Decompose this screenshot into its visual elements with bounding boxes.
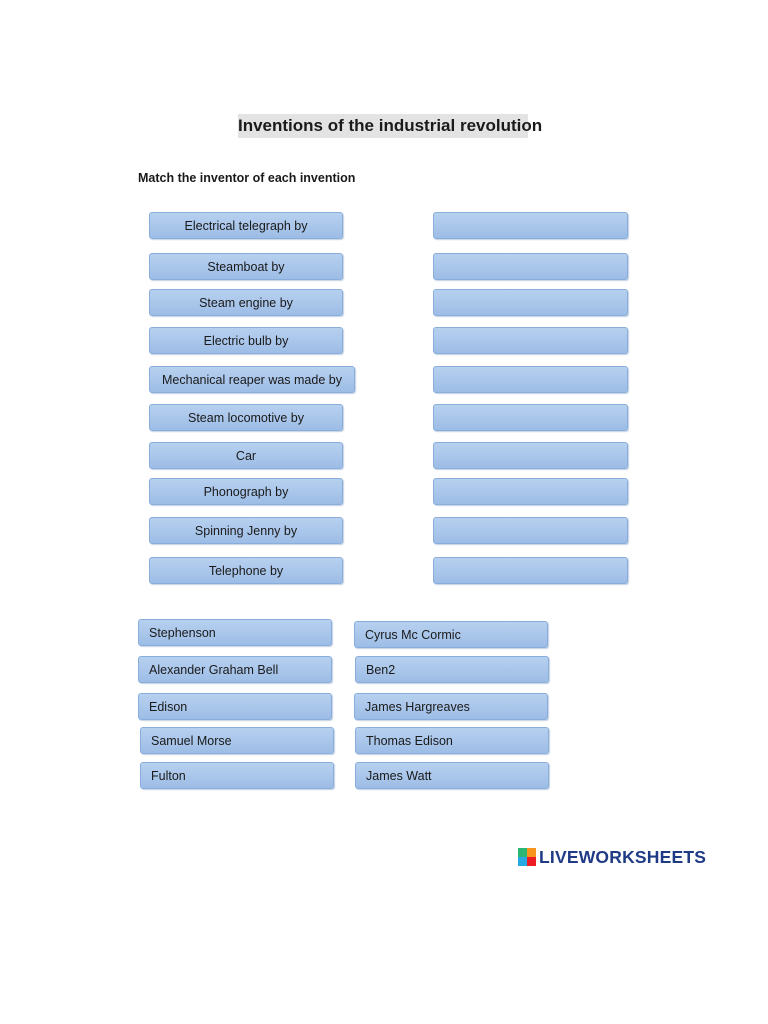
liveworksheets-logo[interactable]	[518, 846, 706, 868]
invention-label-7: Car	[149, 442, 343, 469]
answer-box-7[interactable]	[433, 442, 628, 469]
inventor-chip-alexander-graham-bell[interactable]: Alexander Graham Bell	[138, 656, 332, 683]
invention-label-5: Mechanical reaper was made by	[149, 366, 355, 393]
inventor-chip-ben2[interactable]: Ben2	[355, 656, 549, 683]
answer-box-9[interactable]	[433, 517, 628, 544]
answer-box-4[interactable]	[433, 327, 628, 354]
instruction-text: Match the inventor of each invention	[138, 171, 356, 185]
inventor-chip-fulton[interactable]: Fulton	[140, 762, 334, 789]
answer-box-6[interactable]	[433, 404, 628, 431]
invention-label-9: Spinning Jenny by	[149, 517, 343, 544]
answer-box-10[interactable]	[433, 557, 628, 584]
invention-label-2: Steamboat by	[149, 253, 343, 280]
invention-label-8: Phonograph by	[149, 478, 343, 505]
invention-label-1: Electrical telegraph by	[149, 212, 343, 239]
answer-box-1[interactable]	[433, 212, 628, 239]
answer-box-8[interactable]	[433, 478, 628, 505]
answer-box-5[interactable]	[433, 366, 628, 393]
inventor-chip-james-watt[interactable]: James Watt	[355, 762, 549, 789]
answer-box-3[interactable]	[433, 289, 628, 316]
inventor-chip-edison[interactable]: Edison	[138, 693, 332, 720]
invention-label-3: Steam engine by	[149, 289, 343, 316]
inventor-chip-thomas-edison[interactable]: Thomas Edison	[355, 727, 549, 754]
inventor-chip-cyrus-mc-cormic[interactable]: Cyrus Mc Cormic	[354, 621, 548, 648]
invention-label-10: Telephone by	[149, 557, 343, 584]
inventor-chip-samuel-morse[interactable]: Samuel Morse	[140, 727, 334, 754]
invention-label-6: Steam locomotive by	[149, 404, 343, 431]
page-title: Inventions of the industrial revolution	[238, 114, 528, 138]
invention-label-4: Electric bulb by	[149, 327, 343, 354]
liveworksheets-logo-icon	[518, 848, 536, 866]
liveworksheets-logo-text: LIVEWORKSHEETS	[539, 846, 707, 867]
inventor-chip-stephenson[interactable]: Stephenson	[138, 619, 332, 646]
answer-box-2[interactable]	[433, 253, 628, 280]
inventor-chip-james-hargreaves[interactable]: James Hargreaves	[354, 693, 548, 720]
